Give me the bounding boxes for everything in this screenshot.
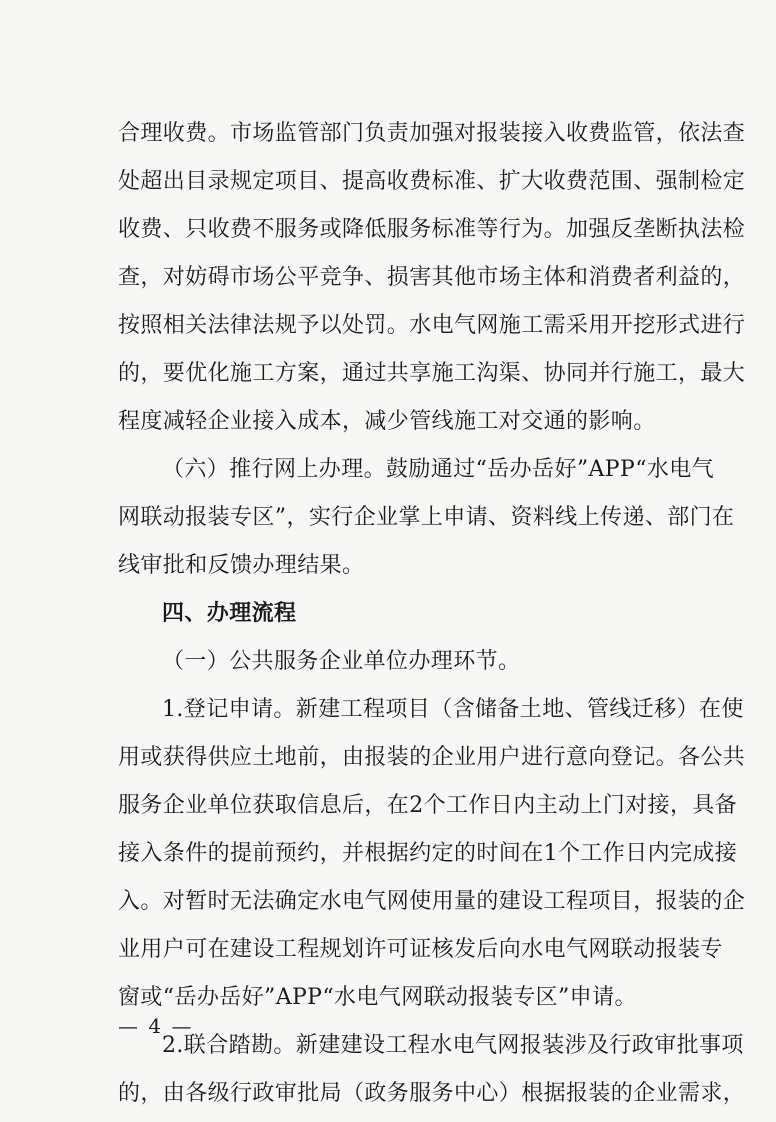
body-text — [118, 110, 746, 1118]
page-number: — 4 — — [118, 1014, 194, 1038]
paragraph-line: 合理收费。市场监管部门负责加强对报装接入收费监管，依法查 — [118, 121, 746, 146]
paragraph-line: 业用户可在建设工程规划许可证核发后向水电气网联动报装专 — [118, 937, 723, 962]
paragraph-line: 线审批和反馈办理结果。 — [118, 553, 365, 578]
paragraph-line: 的，由各级行政审批局（政务服务中心）根据报装的企业需求， — [118, 1081, 746, 1106]
paragraph-line: 窗或“岳办岳好”APP“水电气网联动报装专区”申请。 — [118, 985, 637, 1010]
paragraph-line: 收费、只收费不服务或降低服务标准等行为。加强反垄断执法检 — [118, 217, 746, 242]
paragraph-line: 程度减轻企业接入成本，减少管线施工对交通的影响。 — [118, 409, 656, 434]
paragraph-line: 1.登记申请。新建工程项目（含储备土地、管线迁移）在使 — [162, 697, 744, 722]
subsection-heading: （一）公共服务企业单位办理环节。 — [162, 649, 521, 674]
paragraph-line: 的，要优化施工方案，通过共享施工沟渠、协同并行施工，最大 — [118, 361, 746, 386]
paragraph-line: 处超出目录规定项目、提高收费标准、扩大收费范围、强制检定 — [118, 169, 746, 194]
paragraph-line: 服务企业单位获取信息后，在2个工作日内主动上门对接，具备 — [118, 793, 738, 818]
paragraph-line: 网联动报装专区”，实行企业掌上申请、资料线上传递、部门在 — [118, 505, 735, 530]
paragraph-line: 入。对暂时无法确定水电气网使用量的建设工程项目，报装的企 — [118, 889, 746, 914]
paragraph-line: 查，对妨碍市场公平竞争、损害其他市场主体和消费者利益的， — [118, 265, 746, 290]
paragraph-line: 按照相关法律法规予以处罚。水电气网施工需采用开挖形式进行 — [118, 313, 746, 338]
paragraph-line: 2.联合踏勘。新建建设工程水电气网报装涉及行政审批事项 — [162, 1033, 744, 1058]
paragraph-line: （六）推行网上办理。鼓励通过“岳办岳好”APP“水电气 — [162, 457, 715, 482]
paragraph-line: 用或获得供应土地前，由报装的企业用户进行意向登记。各公共 — [118, 745, 746, 770]
paragraph-line: 接入条件的提前预约，并根据约定的时间在1个工作日内完成接 — [118, 841, 738, 866]
section-heading: 四、办理流程 — [162, 601, 297, 626]
